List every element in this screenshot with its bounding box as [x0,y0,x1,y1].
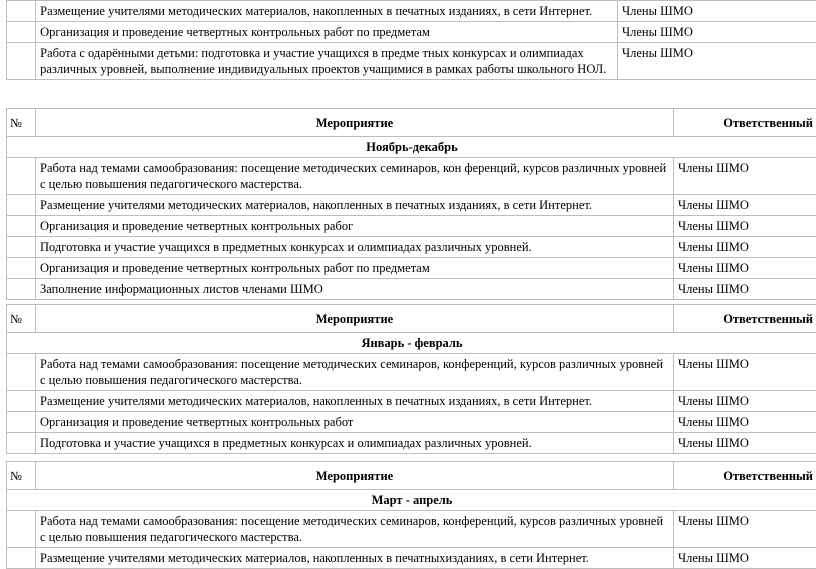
responsible-cell: Члены ШМО [674,258,816,279]
period-title: Март - апрель [7,490,816,511]
activity-cell: Работа над темами самообразования: посещение методических семинаров, конференций, курсов различных уровней с целью повышения педагогического мастерства. [36,511,674,548]
header-activity: Мероприятие [36,462,674,490]
responsible-cell: Члены ШМО [674,195,816,216]
period-row [7,137,816,158]
header-activity: Мероприятие [36,109,674,137]
activity-cell: Работа с одарёнными детьми: подготовка и участие учащихся в предме тных конкурсах и олимпиадах различных уровней, выполнение индивидуальных проектов учащимися в рамках работы школьного НОЛ. [36,43,618,80]
header-number: № [7,462,36,490]
responsible-cell: Члены ШМО [674,237,816,258]
activity-cell: Организация и проведение четвертных контрольных работ по предметам [36,22,618,43]
top-table [6,0,816,80]
activity-cell: Размещение учителями методических материалов, накопленных в печатныхизданиях, в сети Интернет. [36,548,674,569]
period-title: Ноябрь-декабрь [7,137,816,158]
responsible-cell: Члены ШМО [674,279,816,300]
section-table-november-december [6,108,816,300]
table-row [7,279,816,300]
header-number: № [7,109,36,137]
table-row [7,216,816,237]
row-number [7,511,36,548]
activity-cell: Организация и проведение четвертных контрольных работ [36,412,674,433]
table-row [7,391,816,412]
activity-cell: Заполнение информационных листов членами ШМО [36,279,674,300]
responsible-cell: Члены ШМО [618,43,816,80]
table-row [7,354,816,391]
row-number [7,391,36,412]
responsible-cell: Члены ШМО [674,391,816,412]
table-row [7,43,816,80]
table-row [7,548,816,569]
row-number [7,548,36,569]
responsible-cell: Члены ШМО [674,433,816,454]
row-number [7,43,36,80]
activity-cell: Работа над темами самообразования: посещение методических семинаров, конференций, курсов различных уровней с целью повышения педагогического мастерства. [36,354,674,391]
row-number [7,433,36,454]
row-number [7,195,36,216]
header-number: № [7,305,36,333]
activity-cell: Организация и проведение четвертных контрольных работ по предметам [36,258,674,279]
table-row [7,258,816,279]
row-number [7,1,36,22]
responsible-cell: Члены ШМО [674,158,816,195]
row-number [7,216,36,237]
row-number [7,412,36,433]
activity-cell: Размещение учителями методических материалов, накопленных в печатных изданиях, в сети Интернет. [36,1,618,22]
section-table-march-april [6,461,816,569]
period-row [7,333,816,354]
row-number [7,354,36,391]
header-row [7,109,816,137]
table-row [7,22,816,43]
table-row [7,412,816,433]
header-row [7,305,816,333]
table-row [7,195,816,216]
activity-cell: Подготовка и участие учащихся в предметных конкурсах и олимпиадах различных уровней. [36,237,674,258]
row-number [7,258,36,279]
responsible-cell: Члены ШМО [674,511,816,548]
row-number [7,158,36,195]
responsible-cell: Члены ШМО [618,22,816,43]
header-row [7,462,816,490]
responsible-cell: Члены ШМО [674,412,816,433]
table-row [7,158,816,195]
table-row [7,237,816,258]
table-row [7,433,816,454]
row-number [7,22,36,43]
responsible-cell: Члены ШМО [618,1,816,22]
activity-cell: Подготовка и участие учащихся в предметных конкурсах и олимпиадах различных уровней. [36,433,674,454]
row-number [7,279,36,300]
header-responsible: Ответственный [674,462,816,490]
activity-cell: Работа над темами самообразования: посещение методических семинаров, кон ференций, курсов различных уровней с целью повышения педагогического мастерства. [36,158,674,195]
period-title: Январь - февраль [7,333,816,354]
activity-cell: Размещение учителями методических материалов, накопленных в печатных изданиях, в сети Интернет. [36,195,674,216]
activity-cell: Организация и проведение четвертных контрольных рабог [36,216,674,237]
period-row [7,490,816,511]
responsible-cell: Члены ШМО [674,216,816,237]
table-row [7,511,816,548]
responsible-cell: Члены ШМО [674,354,816,391]
header-activity: Мероприятие [36,305,674,333]
header-responsible: Ответственный [674,109,816,137]
section-table-january-february [6,304,816,454]
activity-cell: Размещение учителями методических материалов, накопленных в печатных изданиях, в сети Интернет. [36,391,674,412]
row-number [7,237,36,258]
header-responsible: Ответственный [674,305,816,333]
responsible-cell: Члены ШМО [674,548,816,569]
table-row [7,1,816,22]
